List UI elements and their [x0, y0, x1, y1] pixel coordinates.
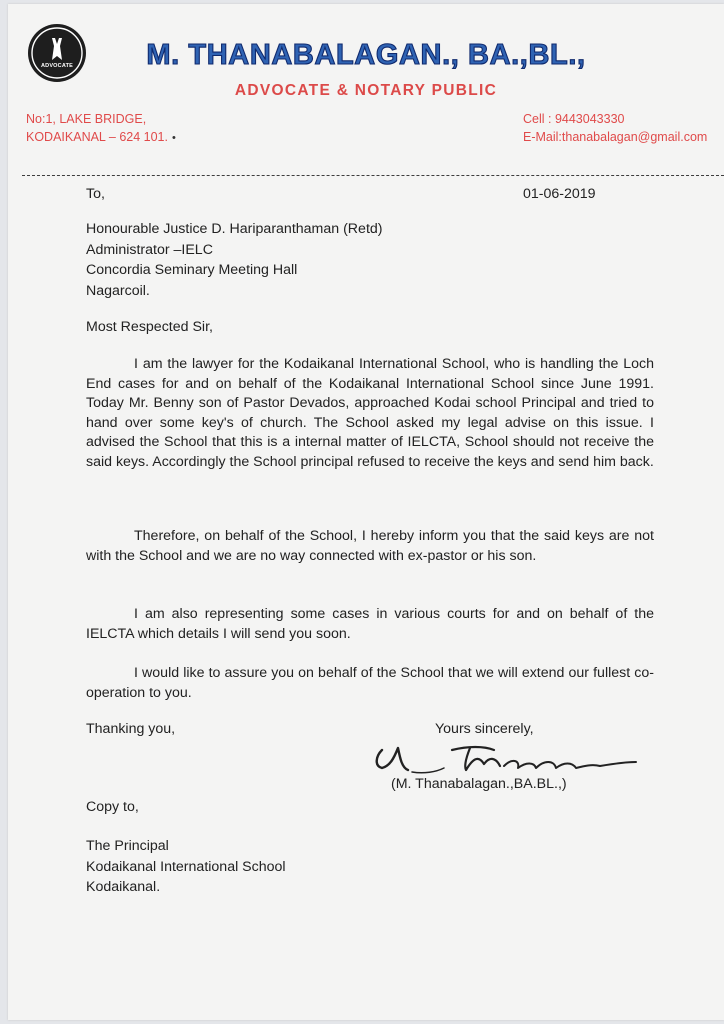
email-address: E-Mail:thanabalagan@gmail.com — [523, 130, 708, 144]
letter-page — [8, 4, 724, 1020]
copy-recipient-line: The Principal — [86, 838, 169, 854]
to-label: To, — [86, 186, 105, 202]
closing-right: Yours sincerely, — [435, 721, 534, 737]
copy-recipient-line: Kodaikanal. — [86, 879, 161, 895]
body-paragraph-3: I am also representing some cases in various courts for and on behalf of the IELCTA which details I will send you soon. — [86, 606, 654, 642]
recipient-line: Honourable Justice D. Hariparanthaman (Retd) — [86, 221, 383, 237]
address-line-2: KODAIKANAL – 624 101. — [26, 130, 168, 144]
recipient-line: Administrator –IELC — [86, 241, 213, 258]
header-divider — [22, 175, 724, 176]
advocate-title: ADVOCATE & NOTARY PUBLIC — [234, 82, 498, 99]
signatory-name: (M. Thanabalagan.,BA.BL.,) — [391, 776, 567, 792]
copy-recipient-line: Kodaikanal International School — [86, 858, 286, 875]
recipient-line: Nagarcoil. — [86, 282, 150, 299]
address-line-1: No:1, LAKE BRIDGE, — [26, 112, 147, 126]
contact-details — [523, 110, 707, 146]
emblem-label: ADVOCATE — [40, 63, 74, 69]
body-paragraph-2: Therefore, on behalf of the School, I hereby inform you that the said keys are not with the School and we are no way connected with ex-pastor or his son. — [86, 528, 654, 564]
recipient-block — [86, 219, 383, 301]
letter-date: 01-06-2019 — [523, 186, 596, 202]
closing-left: Thanking you, — [86, 721, 176, 737]
advocate-name: M. THANABALAGAN., BA.,BL., — [146, 39, 586, 71]
copy-to-label: Copy to, — [86, 799, 139, 815]
copy-to-block — [86, 836, 286, 898]
office-address — [26, 110, 176, 147]
cell-number: Cell : 9443043330 — [523, 112, 625, 126]
body-paragraph-1: I am the lawyer for the Kodaikanal International School, who is handling the Loch End cases for and on behalf of the Kodaikanal International School since June 1991. Today Mr. Benny son of Pastor Devados, approached Kodai school Principal and tried to hand over some key's of church. The School asked my legal advise on this issue. I advised the School that this is a internal matter of IELCTA, School should not receive the said keys. Accordingly the School principal refused to receive the keys and send him back. — [86, 356, 654, 470]
salutation: Most Respected Sir, — [86, 319, 213, 335]
recipient-line: Concordia Seminary Meeting Hall — [86, 262, 298, 278]
body-paragraph-4: I would like to assure you on behalf of the School that we will extend our fullest co-operation to you. — [86, 665, 654, 701]
ink-dot: • — [171, 132, 176, 144]
